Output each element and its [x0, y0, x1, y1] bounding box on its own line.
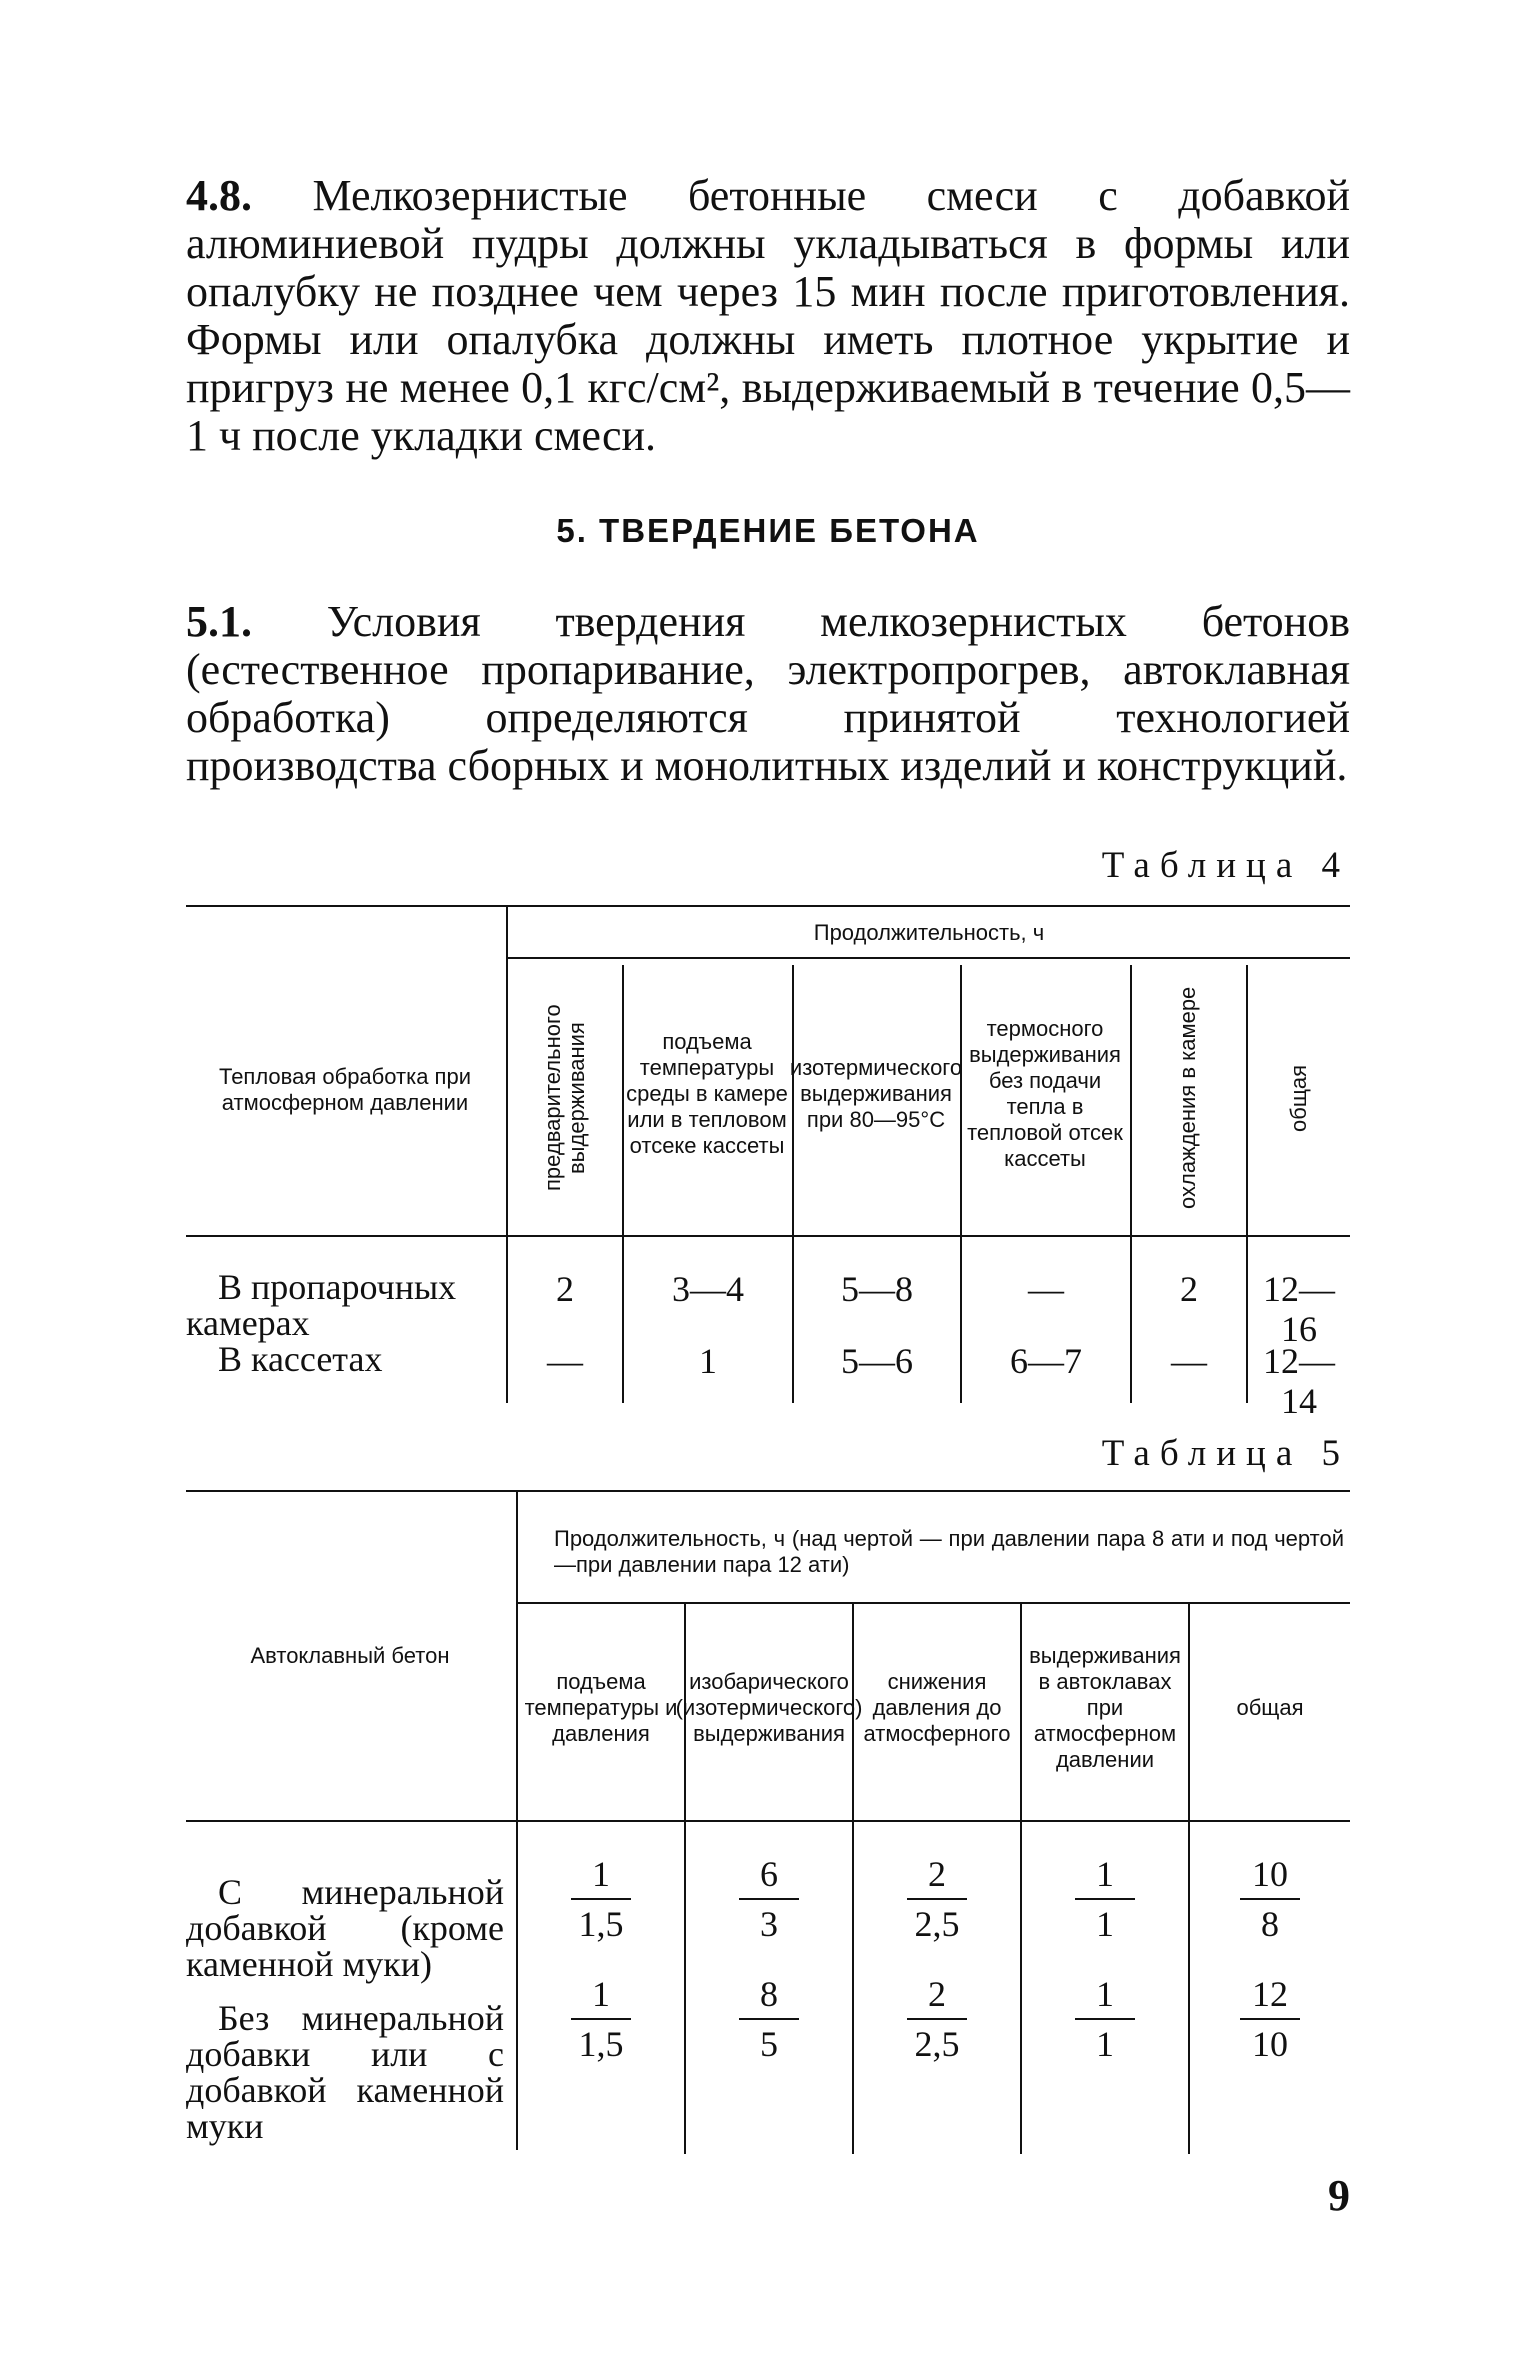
- table-rule: [186, 1490, 1350, 1492]
- fraction-cell: [1190, 1854, 1350, 1944]
- group-header: Продолжительность, ч: [813, 920, 1045, 945]
- table-cell: —: [1171, 1341, 1207, 1381]
- fraction-cell: [686, 1854, 852, 1944]
- row-label: Без минеральной добавки или с добавкой каменной муки: [186, 1998, 504, 2146]
- fraction-cell: [1022, 1974, 1188, 2064]
- table-rule: [186, 1820, 1350, 1822]
- table-cell: 1: [699, 1341, 717, 1381]
- fraction-top: 1: [1096, 1974, 1114, 2014]
- fraction-top: 2: [928, 1854, 946, 1894]
- fraction-bottom: 1: [1096, 1904, 1114, 1944]
- column-header: общая: [1286, 1064, 1311, 1132]
- row-label: В пропарочных камерах: [186, 1267, 457, 1343]
- fraction-top: 10: [1252, 1854, 1288, 1894]
- fraction-bottom: 10: [1252, 2024, 1288, 2064]
- fraction-bar: [907, 2018, 967, 2020]
- fraction-top: 12: [1252, 1974, 1288, 2014]
- fraction-bar: [571, 1898, 631, 1900]
- paragraph-text: Условия твердения мелкозернистых бетонов (естественное пропаривание, электропрогрев, автоклавная обработка) определяются принятой технологией производства сборных и монолитных изделий и конструкций.: [186, 597, 1350, 790]
- fraction-bottom: 8: [1261, 1904, 1279, 1944]
- fraction-top: 1: [592, 1974, 610, 2014]
- paragraph-number: 4.8.: [186, 171, 252, 220]
- row-label: В кассетах: [218, 1339, 383, 1379]
- column-header: изотермического выдерживания при 80—95°С: [789, 1055, 963, 1132]
- fraction-top: 8: [760, 1974, 778, 2014]
- column-header: изобарического (изотермического) выдерживания: [675, 1669, 863, 1746]
- fraction-cell: [1190, 1974, 1350, 2064]
- table-rule: [506, 905, 508, 1403]
- table-cell: 12—14: [1263, 1341, 1335, 1421]
- table-rule: [506, 957, 1350, 959]
- fraction-bar: [571, 2018, 631, 2020]
- table-rule: [186, 1235, 1350, 1237]
- fraction-top: 1: [592, 1854, 610, 1894]
- row-label: С минеральной добавкой (кроме каменной муки): [186, 1872, 504, 1984]
- column-header: подъема температуры среды в камере или в тепловом отсеке кассеты: [626, 1029, 788, 1158]
- column-header: общая: [1236, 1695, 1304, 1720]
- fraction-bar: [1075, 2018, 1135, 2020]
- fraction-bar: [739, 2018, 799, 2020]
- table-4: [186, 905, 1350, 1421]
- fraction-cell: [854, 1854, 1020, 1944]
- column-header: предварительного выдерживания: [540, 1004, 589, 1192]
- table-cell: 12—16: [1263, 1269, 1335, 1349]
- row-header: Автоклавный бетон: [250, 1643, 450, 1668]
- table-rule: [186, 905, 1350, 907]
- column-header: охлаждения в камере: [1175, 986, 1200, 1210]
- group-header: Продолжительность, ч (над чертой — при давлении пара 8 ати и под чертой—при давлении пара 12 ати): [554, 1526, 1344, 1577]
- fraction-bar: [739, 1898, 799, 1900]
- table-cell: —: [1028, 1269, 1064, 1309]
- column-header: выдерживания в автоклавах при атмосферном давлении: [1029, 1643, 1181, 1772]
- table-cell: 2: [1180, 1269, 1198, 1309]
- fraction-bottom: 2,5: [914, 2024, 960, 2064]
- fraction-bottom: 1: [1096, 2024, 1114, 2064]
- fraction-bottom: 3: [760, 1904, 778, 1944]
- column-header: термосного выдерживания без подачи тепла в тепловой отсек кассеты: [967, 1016, 1123, 1171]
- fraction-top: 1: [1096, 1854, 1114, 1894]
- table-cell: 6—7: [1010, 1341, 1082, 1381]
- table-4-caption: Таблица 4: [1101, 845, 1350, 886]
- fraction-bottom: 1,5: [578, 1904, 624, 1944]
- fraction-bottom: 5: [760, 2024, 778, 2064]
- fraction-cell: [686, 1974, 852, 2064]
- table-rule: [516, 1602, 1350, 1604]
- fraction-cell: [518, 1854, 684, 1944]
- table-5: [186, 1490, 1350, 2156]
- fraction-top: 2: [928, 1974, 946, 2014]
- fraction-bar: [1240, 1898, 1300, 1900]
- fraction-cell: [518, 1974, 684, 2064]
- fraction-bottom: 2,5: [914, 1904, 960, 1944]
- table-5-caption: Таблица 5: [1101, 1433, 1350, 1474]
- table-cell: 5—6: [841, 1341, 913, 1381]
- table-cell: 3—4: [672, 1269, 744, 1309]
- section-heading: 5. ТВЕРДЕНИЕ БЕТОНА: [556, 512, 980, 549]
- fraction-bottom: 1,5: [578, 2024, 624, 2064]
- paragraph-number: 5.1.: [186, 597, 252, 646]
- fraction-cell: [1022, 1854, 1188, 1944]
- table-cell: 2: [556, 1269, 574, 1309]
- page-number: 9: [1328, 2171, 1350, 2220]
- row-header: Тепловая обработка при атмосферном давлении: [218, 1064, 471, 1115]
- fraction-top: 6: [760, 1854, 778, 1894]
- paragraph-5-1: [186, 598, 1350, 790]
- fraction-bar: [907, 1898, 967, 1900]
- paragraph-4-8: [186, 172, 1350, 460]
- column-header: снижения давления до атмосферного: [863, 1669, 1011, 1746]
- fraction-bar: [1240, 2018, 1300, 2020]
- column-header: подъема температуры и давления: [524, 1669, 678, 1746]
- fraction-cell: [854, 1974, 1020, 2064]
- fraction-bar: [1075, 1898, 1135, 1900]
- paragraph-text: Мелкозернистые бетонные смеси с добавкой алюминиевой пудры должны укладываться в формы или опалубку не позднее чем через 15 мин после приготовления. Формы или опалубка должны иметь плотное укрытие и пригруз не менее 0,1 кгс/см², выдерживаемый в течение 0,5—1 ч после укладки смеси.: [186, 171, 1350, 460]
- table-cell: 5—8: [841, 1269, 913, 1309]
- table-cell: —: [547, 1341, 583, 1381]
